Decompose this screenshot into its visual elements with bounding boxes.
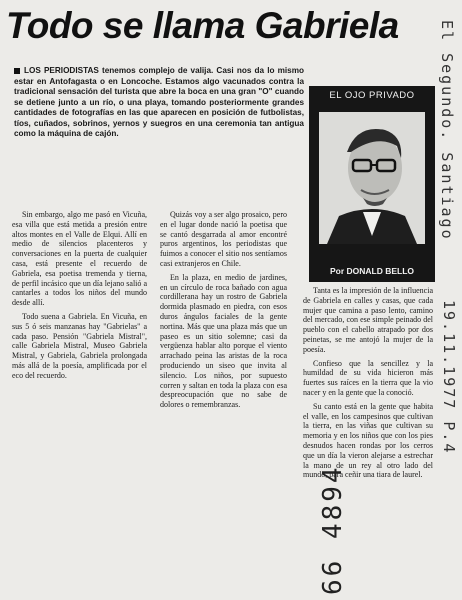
article-column-1: [12, 210, 147, 400]
lead-paragraph: [14, 66, 304, 192]
column-header-box: [309, 86, 435, 282]
lead-bullet-icon: [14, 68, 20, 74]
headline: Todo se llama Gabriela: [6, 5, 399, 46]
paragraph: Sin embargo, algo me pasó en Vicuña, esa villa que está metida a presión entre altos montes en el Valle de Elqui. Allí en medio de silencios placenteros y conversaciones en la puerta de cualquier casa, está presente el recuerdo de Gabriela, esa poetisa tremenda y tierna, de perfil incásico que un día lejano salió a cantarles a todos los niños del mundo desde allí.: [12, 210, 147, 308]
paragraph: Todo suena a Gabriela. En Vicuña, en sus 5 ó seis manzanas hay "Gabrielas" a cada paso. Pensión "Gabriela Mistral", calle Gabriela Mistral, Museo Gabriela Mistral, y Gabriela, Gabriela prolongada más allá de la poesía, amplificada por el eco del recuerdo.: [12, 311, 147, 380]
paragraph: Su canto está en la gente que habita el valle, en los campesinos que cultivan la tierra, en las viñas que cultivan su memoria y en los niños que con los pies desnudos hacen rondas por los cerros que un día la vieron alejarse a estrechar la mano de un rey al otro lado del mundo, para ceñir una tiara de laurel.: [303, 401, 433, 480]
paragraph: Confieso que la sencillez y la humildad de su vida hicieron más fuertes sus raíces en la tierra que la vio nacer y en la gente que la conoció.: [303, 358, 433, 397]
column-byline: Por DONALD BELLO: [329, 266, 415, 276]
archive-number-stamp: 66 4894: [318, 464, 348, 595]
columnist-portrait: [319, 112, 425, 244]
paragraph: Quizás voy a ser algo prosaico, pero en el lugar donde nació la poetisa que se cantó desgarrada al amor encontré puros argentinos, los periodistas que fuimos a conocer el sitio nos sentíamos casi extranjeros en Chile.: [160, 210, 287, 268]
column-title: EL OJO PRIVADO: [329, 90, 415, 101]
paragraph: Tanta es la impresión de la influencia de Gabriela en calles y casas, que cada mujer que camina a paso lento, camino del mercado, con ese simple peinado del pueblo con el cabello atrapado por dos peinetas, se me antojó la mujer de la poesía.: [303, 286, 433, 354]
lead-text: LOS PERIODISTAS tenemos complejo de valija. Casi nos da lo mismo estar en Antofagasta o en Loncoche. Estamos algo vacunados contra la tradicional sensación del turista que abre la boca en una gran "O" cuando se detiene junto a un río, o una playa, tomando posteriormente grandes cantidades de fotografías en las que aparecen en posición de futbolistas, tíos, cuñados, sobrinos, yernos y suegros en una ceremonia tan antigua como la máquina de cajón.: [14, 66, 304, 138]
handwritten-source-note: El Segundo. Santiago: [438, 20, 456, 241]
article-column-2: [160, 210, 287, 580]
paragraph: En la plaza, en medio de jardines, en un círculo de roca bañado con agua cordillerana hay un rostro de Gabriela dormida plasmado en piedra, con esos duros ángulos faciales de la gente nortina. Más que una plaza más que un paseo es un sitio solemne; casi da vergüenza hablar alto porque el viento arrachado peina las aristas de la roca produciendo un siseo que invita al silencio. Los niños, por supuesto corren y saltan en toda la plaza con esa despreocupación que no sabe de dolores o remembranzas.: [160, 272, 287, 410]
handwritten-date-note: 19.11.1977 P.4: [440, 300, 458, 455]
columnist-photo-icon: [319, 112, 425, 244]
